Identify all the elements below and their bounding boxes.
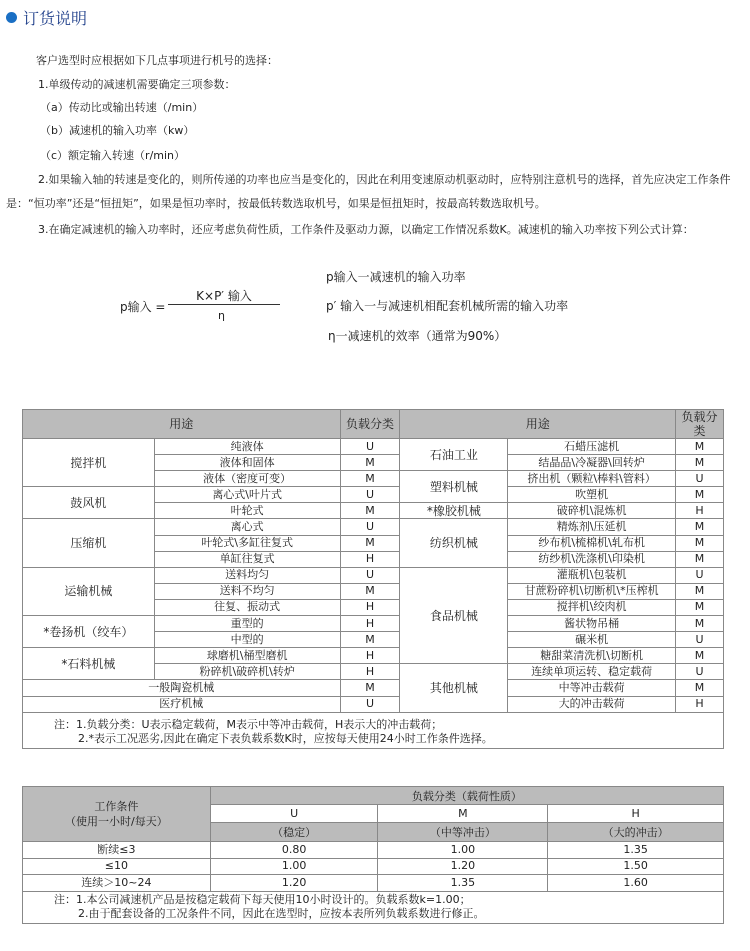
load-cell: M <box>676 455 724 471</box>
table-row <box>23 680 724 696</box>
item2-line2: 是：“恒功率”还是“恒扭矩”，如果是恒功率时，按最低转数选取机号，如果是恒扭矩时，按最高转数选取机号。 <box>6 197 546 210</box>
table1-note2: 2.*表示工况恶劣,因此在确定下表负载系数K时，应按每天使用24小时工作条件选择。 <box>78 732 493 745</box>
table-cell: 离心式\叶片式 <box>154 487 340 503</box>
header-load: 负载分类 <box>340 410 400 439</box>
bullet-dot-icon <box>6 12 17 23</box>
load-cell: H <box>340 551 400 567</box>
factor-cell: 1.20 <box>378 858 548 875</box>
load-cell: M <box>676 439 724 455</box>
load-cell: U <box>676 632 724 648</box>
load-cell: M <box>676 535 724 551</box>
table-cell: 纱布机\梳棉机\轧布机 <box>508 535 676 551</box>
load-cell: H <box>676 696 724 712</box>
table-cell: 送料均匀 <box>154 567 340 583</box>
group-cell: 压缩机 <box>23 519 155 567</box>
group-cell: 搅拌机 <box>23 439 155 487</box>
table-cell: 酱状物吊桶 <box>508 616 676 632</box>
factor-cell: 1.60 <box>548 875 724 892</box>
table2-note1: 注：1.本公司减速机产品是按稳定载荷下每天使用10小时设计的。负载系数k=1.00； <box>54 893 471 906</box>
formula-denominator: η <box>218 309 225 322</box>
table-cell: 糖甜菜清洗机\切断机 <box>508 648 676 664</box>
header-m: M <box>378 805 548 823</box>
load-cell: U <box>676 664 724 680</box>
load-cell: H <box>340 648 400 664</box>
table-cell: 医疗机械 <box>23 696 341 712</box>
table-cell: 挤出机（颗粒\棒料\管料） <box>508 471 676 487</box>
factor-cell: 1.00 <box>378 842 548 859</box>
table-cell: 精炼剂\压延机 <box>508 519 676 535</box>
load-cell: H <box>340 599 400 615</box>
table-cell: 搅拌机\绞肉机 <box>508 599 676 615</box>
section-heading <box>6 6 87 29</box>
intro-text: 客户选型时应根据如下几点事项进行机号的选择： <box>36 54 278 67</box>
load-cell: M <box>676 680 724 696</box>
load-cell: M <box>340 583 400 599</box>
header-u: U <box>210 805 378 823</box>
load-cell: M <box>676 616 724 632</box>
factor-cell: 1.35 <box>378 875 548 892</box>
table2-note2: 2.由于配套设备的工况条件不同，因此在选型时，应按本表所列负载系数进行修正。 <box>78 907 485 920</box>
header-condition-line2: （使用一小时/每天） <box>65 815 168 828</box>
load-cell: M <box>676 648 724 664</box>
table-cell: 纯液体 <box>154 439 340 455</box>
heading-text: 订货说明 <box>23 9 88 28</box>
header-condition <box>23 787 211 842</box>
load-cell: M <box>676 583 724 599</box>
factor-cell: 1.00 <box>210 858 378 875</box>
table-cell: 送料不均匀 <box>154 583 340 599</box>
group-cell: 运输机械 <box>23 567 155 615</box>
header-h: H <box>548 805 724 823</box>
load-cell: U <box>340 567 400 583</box>
group-cell: 食品机械 <box>400 567 508 664</box>
table-row <box>23 616 724 632</box>
table-header-row <box>23 410 724 439</box>
header-load-class: 负载分类（载荷性质） <box>210 787 723 805</box>
table-cell: 叶轮式\多缸往复式 <box>154 535 340 551</box>
load-cell: M <box>676 599 724 615</box>
factor-cell: 0.80 <box>210 842 378 859</box>
table-cell: 中等冲击载荷 <box>508 680 676 696</box>
formula-lhs: p输入 = <box>120 300 166 314</box>
table-row <box>23 519 724 535</box>
item3-text: 3.在确定减速机的输入功率时，还应考虑负荷性质，工作条件及驱动力源，以确定工作情况系数K。减速机的输入功率按下列公式计算： <box>38 223 694 236</box>
load-cell: U <box>340 696 400 712</box>
table-cell: 吹塑机 <box>508 487 676 503</box>
load-cell: U <box>340 439 400 455</box>
load-classification-table <box>22 409 724 713</box>
group-cell: 塑料机械 <box>400 471 508 503</box>
table-row <box>23 439 724 455</box>
header-h-desc: （大的冲击） <box>548 823 724 842</box>
table-cell: 离心式 <box>154 519 340 535</box>
table-row <box>23 487 724 503</box>
load-cell: U <box>676 471 724 487</box>
table-cell: 中型的 <box>154 632 340 648</box>
load-factor-table <box>22 786 724 892</box>
header-condition-line1: 工作条件 <box>94 800 139 813</box>
header-u-desc: （稳定） <box>210 823 378 842</box>
factor-cell: 1.35 <box>548 842 724 859</box>
table-row <box>23 696 724 712</box>
table-cell: 液体和固体 <box>154 455 340 471</box>
load-cell: M <box>340 535 400 551</box>
formula-def3: η一减速机的效率（通常为90%） <box>328 329 507 343</box>
load-cell: M <box>340 471 400 487</box>
group-cell: *橡胶机械 <box>400 503 508 519</box>
table-row <box>23 858 724 875</box>
load-cell: U <box>676 567 724 583</box>
table-cell: 重型的 <box>154 616 340 632</box>
formula-def1: p输入一减速机的输入功率 <box>326 270 466 284</box>
table1-note1: 注：1.负载分类：U表示稳定载荷，M表示中等冲击载荷，H表示大的冲击载荷； <box>54 718 443 731</box>
header-m-desc: （中等冲击） <box>378 823 548 842</box>
table-cell: 灌瓶机\包装机 <box>508 567 676 583</box>
load-cell: H <box>340 616 400 632</box>
group-cell: 石油工业 <box>400 439 508 471</box>
table-header-row <box>23 787 724 805</box>
header-load-2: 负载分类 <box>676 410 724 439</box>
table-cell: 连续单项运转、稳定载荷 <box>508 664 676 680</box>
load-cell: M <box>340 455 400 471</box>
item1a-text: （a）传动比或输出转速（/min） <box>40 101 204 114</box>
table-cell: 甘蔗粉碎机\切断机\*压榨机 <box>508 583 676 599</box>
condition-cell: ≤10 <box>23 858 211 875</box>
item1-text: 1.单级传动的减速机需要确定三项参数： <box>38 78 236 91</box>
formula-def2: p′ 输入一与减速机相配套机械所需的输入功率 <box>326 299 569 313</box>
group-cell: *卷扬机（绞车） <box>23 616 155 648</box>
condition-cell: 连续＞10~24 <box>23 875 211 892</box>
table-cell: 粉碎机\破碎机\转炉 <box>154 664 340 680</box>
table-cell: 叶轮式 <box>154 503 340 519</box>
table-row <box>23 648 724 664</box>
load-cell: M <box>676 519 724 535</box>
table-cell: 一般陶瓷机械 <box>23 680 341 696</box>
item2-line1: 2.如果输入轴的转速是变化的，则所传递的功率也应当是变化的，因此在利用变速原动机驱动时，应特别注意机号的选择，首先应决定工作条件 <box>38 173 731 186</box>
table-cell: 大的冲击载荷 <box>508 696 676 712</box>
factor-cell: 1.50 <box>548 858 724 875</box>
table-cell: 碾米机 <box>508 632 676 648</box>
table-cell: 液体（密度可变） <box>154 471 340 487</box>
load-cell: U <box>340 487 400 503</box>
load-cell: M <box>676 487 724 503</box>
table-cell: 往复、振动式 <box>154 599 340 615</box>
group-cell: 其他机械 <box>400 664 508 712</box>
table-cell: 结晶品\冷凝器\回转炉 <box>508 455 676 471</box>
item1c-text: （c）额定输入转速（r/min） <box>40 149 186 162</box>
load-cell: U <box>340 519 400 535</box>
condition-cell: 断续≤3 <box>23 842 211 859</box>
table-cell: 球磨机\桶型磨机 <box>154 648 340 664</box>
load-cell: M <box>340 503 400 519</box>
formula-numerator: K×P′ 输入 <box>196 289 252 303</box>
group-cell: *石料机械 <box>23 648 155 680</box>
load-cell: M <box>340 680 400 696</box>
group-cell: 纺织机械 <box>400 519 508 567</box>
table-cell: 破碎机\混炼机 <box>508 503 676 519</box>
load-cell: H <box>340 664 400 680</box>
item1b-text: （b）减速机的输入功率（kw） <box>40 124 195 137</box>
table-cell: 纺纱机\洗涤机\印染机 <box>508 551 676 567</box>
load-cell: H <box>676 503 724 519</box>
header-use: 用途 <box>23 410 341 439</box>
table-cell: 石蜡压滤机 <box>508 439 676 455</box>
fraction-line <box>168 304 280 305</box>
group-cell: 鼓风机 <box>23 487 155 519</box>
load-cell: M <box>340 632 400 648</box>
table-row <box>23 567 724 583</box>
load-cell: M <box>676 551 724 567</box>
factor-cell: 1.20 <box>210 875 378 892</box>
table-cell: 单缸往复式 <box>154 551 340 567</box>
table-row <box>23 842 724 859</box>
header-use-2: 用途 <box>400 410 676 439</box>
